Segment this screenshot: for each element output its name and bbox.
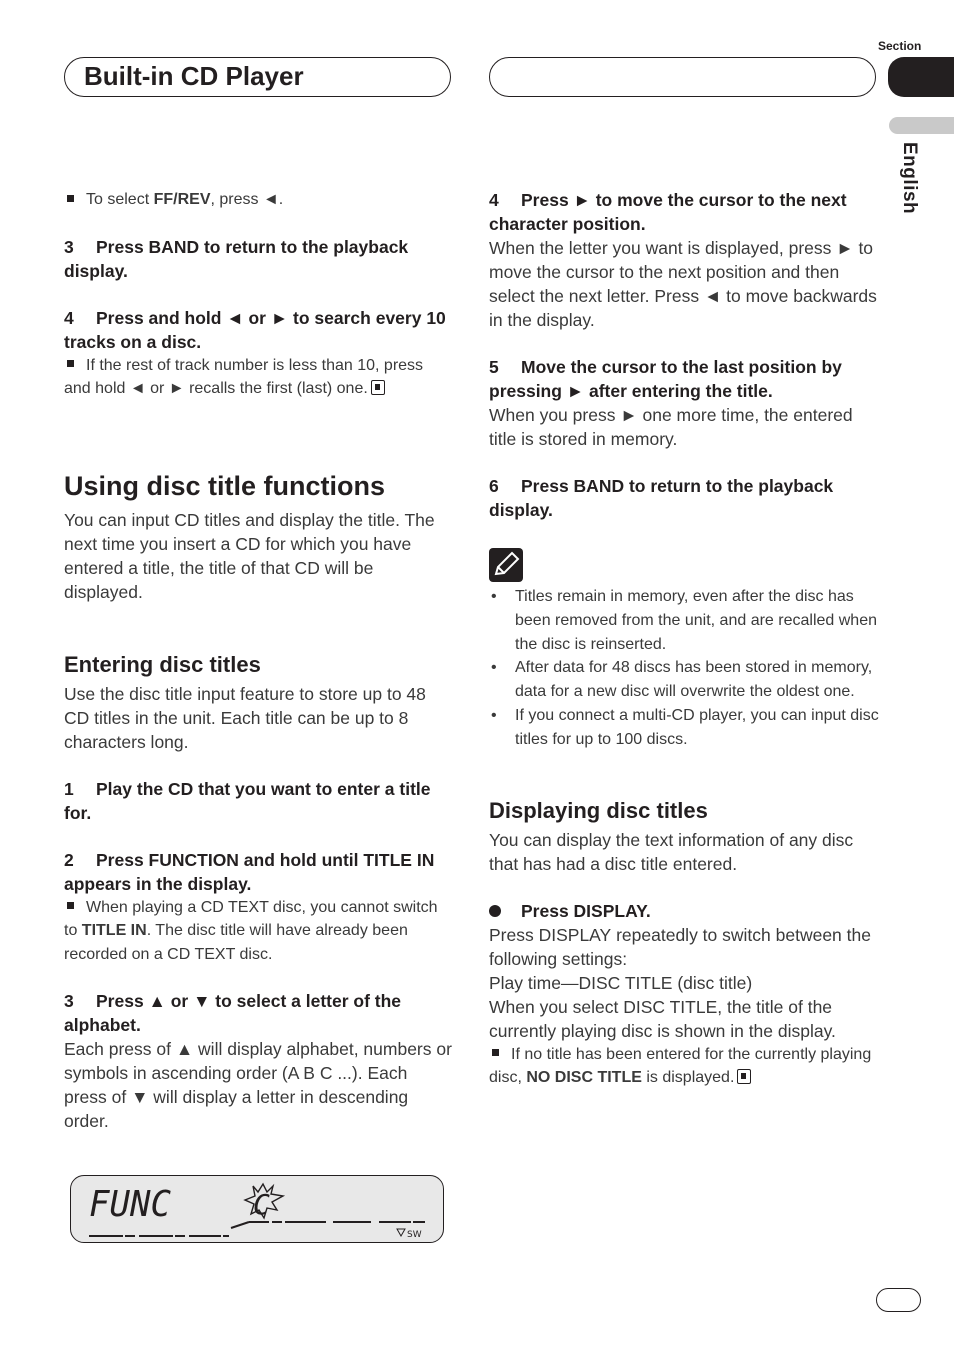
- end-mark-icon: [371, 380, 385, 395]
- lcd-sw-icon: [397, 1229, 405, 1236]
- press-display-body-2: Play time—DISC TITLE (disc title): [489, 972, 753, 993]
- press-display-note: If no title has been entered for the currently playing disc, NO DISC TITLE is displayed.: [489, 1045, 872, 1087]
- press-display-step: Press DISPLAY.: [489, 899, 879, 923]
- step-4-cursor: 4 Press ► to move the cursor to the next character position.: [489, 190, 847, 234]
- chapter-title: Built-in CD Player: [84, 61, 304, 91]
- page-number-frame: [876, 1288, 921, 1312]
- heading-entering-disc-titles: Entering disc titles: [64, 651, 261, 677]
- blank-header-frame: [489, 57, 876, 97]
- entering-step-2: 2 Press FUNCTION and hold until TITLE IN appears in the display.: [64, 849, 435, 894]
- step-4-note: If the rest of track number is less than 10, press and hold ◄ or ► recalls the first (last) one.: [64, 356, 424, 397]
- note-square-icon: [492, 1049, 499, 1056]
- step-5-body: When you press ► one more time, the entered title is stored in memory.: [489, 405, 853, 449]
- language-tab-label: English: [899, 142, 920, 215]
- heading-displaying-disc-titles: Displaying disc titles: [489, 797, 708, 823]
- using-body: You can input CD titles and display the title. The next time you insert a CD for which you have entered a title, the title of that CD will be displayed.: [64, 509, 435, 602]
- language-tab-bar: [889, 117, 954, 134]
- note-item: • If you connect a multi-CD player, you can input disc titles for up to 100 discs.: [489, 704, 879, 752]
- heading-using-disc-title: Using disc title functions: [64, 470, 386, 501]
- right-column: [489, 188, 879, 1090]
- section-number-tab: [888, 57, 954, 97]
- section-label: Section: [878, 39, 922, 53]
- note-pencil-icon: [489, 548, 523, 582]
- entering-step-1: 1 Play the CD that you want to enter a title for.: [64, 778, 431, 823]
- lcd-sw-label: SW: [407, 1230, 422, 1240]
- step-4-cursor-body: When the letter you want is displayed, press ► to move the cursor to the next position and then select the next letter. Press ◄ to move backwards in the display.: [489, 238, 877, 330]
- press-display-body-1: Press DISPLAY repeatedly to switch between the following settings:: [489, 924, 871, 969]
- note-square-icon: [67, 195, 74, 202]
- step-5-last-position: 5 Move the cursor to the last position by pressing ► after entering the title.: [489, 357, 842, 401]
- lcd-cursor-char: C: [253, 1188, 270, 1221]
- step-3-band: 3 Press BAND to return to the playback display.: [64, 236, 409, 281]
- note-square-icon: [67, 360, 74, 367]
- lcd-display-illustration: [70, 1175, 444, 1243]
- note-item: • After data for 48 discs has been stored in memory, data for a new disc will overwrite the oldest one.: [489, 656, 879, 704]
- notes-list: [489, 585, 879, 752]
- entering-body: Use the disc title input feature to store up to 48 CD titles in the unit. Each title can be up to 8 characters long.: [64, 683, 426, 752]
- displaying-body: You can display the text information of any disc that has had a disc title entered.: [489, 829, 854, 874]
- lcd-func-text: FUNC: [89, 1184, 172, 1225]
- end-mark-icon: [737, 1069, 751, 1084]
- entering-step-2-note: When playing a CD TEXT disc, you cannot switch to TITLE IN. The disc title will have already been recorded on a CD TEXT disc.: [64, 898, 438, 963]
- ffrev-note: To select FF/REV, press ◄.: [64, 188, 454, 212]
- lcd-graphic: [71, 1176, 445, 1244]
- entering-step-3-body: Each press of ▲ will display alphabet, numbers or symbols in ascending order (A B C ...). Each press of ▼ will display a letter in descending order.: [64, 1039, 452, 1131]
- step-bullet-icon: [489, 905, 501, 917]
- note-square-icon: [67, 902, 74, 909]
- step-4-search: 4 Press and hold ◄ or ► to search every 10 tracks on a disc.: [64, 307, 446, 352]
- step-6-band: 6 Press BAND to return to the playback display.: [489, 476, 834, 520]
- press-display-body-3: When you select DISC TITLE, the title of the currently playing disc is shown in the display.: [489, 996, 836, 1041]
- entering-step-3: 3 Press ▲ or ▼ to select a letter of the alphabet.: [64, 991, 402, 1035]
- left-column: [64, 188, 454, 1133]
- note-item: • Titles remain in memory, even after the disc has been removed from the unit, and are recalled when the disc is reinserted.: [489, 585, 879, 656]
